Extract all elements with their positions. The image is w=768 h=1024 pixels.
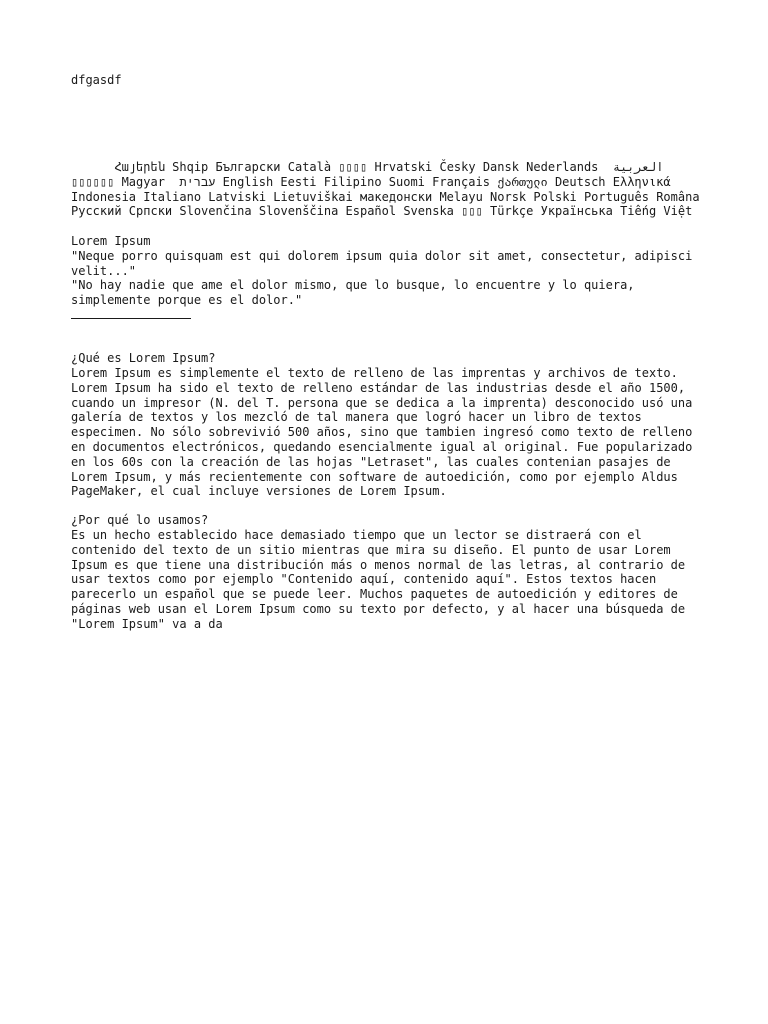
- section-body-what-is: Lorem Ipsum es simplemente el texto de relleno de las imprentas y archivos de texto. Lorem Ipsum ha sido el texto de relleno estándar de las industrias desde el año 1500, cuando un impresor (N. del T. persona que se dedica a la imprenta) desconocido usó una galería de textos y los mezcló de tal manera que logró hacer un libro de textos especimen. No sólo sobrevivió 500 años, sino que tambien ingresó como texto de relleno en documentos electrónicos, quedando esencialmente igual al original. Fue popularizado en los 60s con la creación de las hojas "Letraset", las cuales contenian pasajes de Lorem Ipsum, y más recientemente con software de autoedición, como por ejemplo Aldus PageMaker, el cual incluye versiones de Lorem Ipsum.: [71, 366, 700, 499]
- latin-quote: "Neque porro quisquam est qui dolorem ipsum quia dolor sit amet, consectetur, adipisci velit...": [71, 249, 700, 278]
- document-heading: dfgasdf: [71, 73, 122, 87]
- language-list: Հայերեն Shqip Български Català ▯▯▯▯ Hrvatski Česky Dansk Nederlands العربية ▯▯▯▯▯▯ Magyar עברית English Eesti Filipino Suomi Français ქართული Deutsch Ελληνικά Indonesia Italiano Latviski Lietuviškai македонски Melayu Norsk Polski Português Româna Русский Српски Slovenčina Slovenščina Español Svenska ▯▯▯ Türkçe Українська Tiếng Việt: [71, 160, 707, 219]
- section-body-why-use: Es un hecho establecido hace demasiado tiempo que un lector se distraerá con el contenido del texto de un sitio mientras que mira su diseño. El punto de usar Lorem Ipsum es que tiene una distribución más o menos normal de las letras, al contrario de usar textos como por ejemplo "Contenido aquí, contenido aquí". Estos textos hacen parecerlo un español que se puede leer. Muchos paquetes de autoedición y editores de páginas web usan el Lorem Ipsum como su texto por defecto, y al hacer una búsqueda de "Lorem Ipsum" va a da: [71, 528, 693, 631]
- divider: [71, 318, 191, 319]
- section-heading-what-is: ¿Qué es Lorem Ipsum?: [71, 351, 216, 365]
- section-heading-why-use: ¿Por qué lo usamos?: [71, 513, 209, 527]
- lorem-ipsum-label: Lorem Ipsum: [71, 234, 151, 248]
- spanish-quote: "No hay nadie que ame el dolor mismo, que lo busque, lo encuentre y lo quiera, simplemente porque es el dolor.": [71, 278, 642, 307]
